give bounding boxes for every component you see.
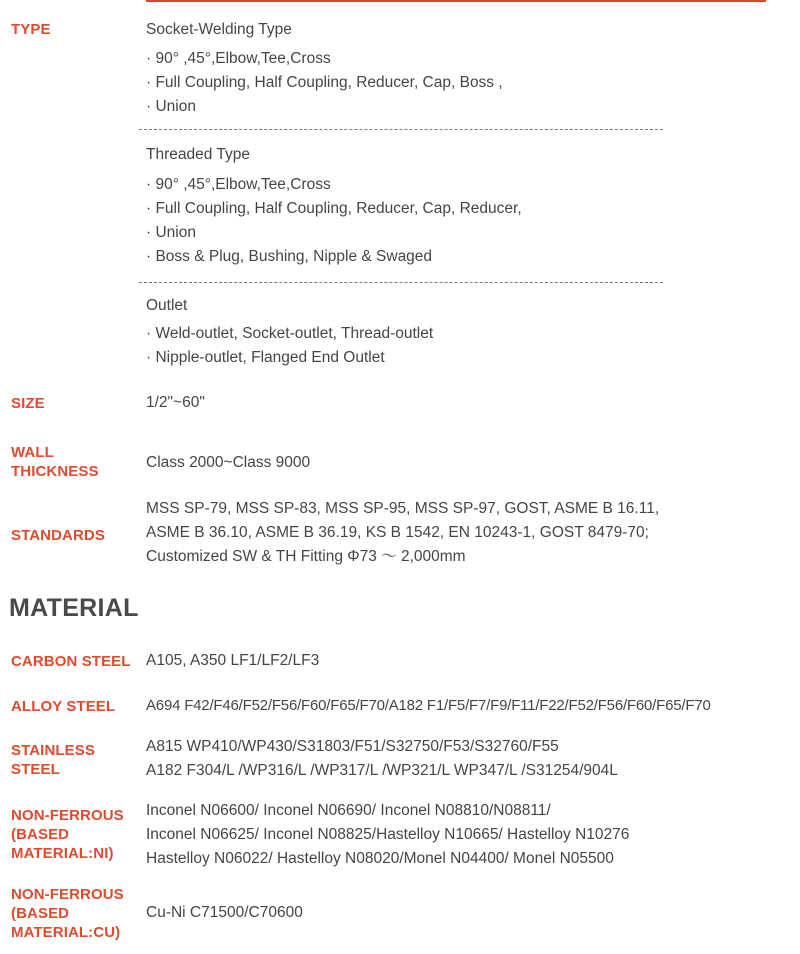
socket-welding-group: [146, 18, 503, 119]
wall-thickness-label: [11, 443, 99, 481]
material-line: A182 F304/L /WP316/L /WP317/L /WP321/L WP347/L /S31254/904L: [146, 762, 618, 779]
label-line: THICKNESS: [11, 463, 99, 480]
label-line: MATERIAL:CU): [11, 924, 121, 941]
label-line: CARBON STEEL: [11, 653, 131, 670]
group-item: · 90° ,45°,Elbow,Tee,Cross: [146, 50, 331, 67]
standards-label: STANDARDS: [11, 527, 105, 544]
stainless-steel-label: [11, 741, 95, 779]
material-line: A105, A350 LF1/LF2/LF3: [146, 652, 320, 669]
label-line: STEEL: [11, 761, 60, 778]
alloy-steel-label: [11, 697, 115, 716]
standards-line: MSS SP-79, MSS SP-83, MSS SP-95, MSS SP-97, GOST, ASME B 16.11,: [146, 500, 660, 517]
label-line: ALLOY STEEL: [11, 698, 116, 715]
material-line: Cu-Ni C71500/C70600: [146, 904, 303, 921]
group-item: · Boss & Plug, Bushing, Nipple & Swaged: [146, 248, 433, 265]
material-line: Hastelloy N06022/ Hastelloy N08020/Monel N04400/ Monel N05500: [146, 850, 614, 867]
label-line: NON-FERROUS: [11, 807, 124, 824]
stainless-steel-value: [146, 735, 618, 783]
size-label: SIZE: [11, 395, 45, 412]
top-accent-rule: [146, 0, 766, 2]
carbon-steel-label: [11, 652, 131, 671]
group-item: · Union: [146, 224, 196, 241]
standards-line: Customized SW & TH Fitting Φ73 ～ 2,000mm: [146, 548, 466, 565]
group-title: Socket-Welding Type: [146, 21, 292, 38]
non-ferrous-cu-label: [11, 885, 124, 942]
material-line: A694 F42/F46/F52/F56/F60/F65/F70/A182 F1/F5/F7/F9/F11/F22/F52/F56/F60/F65/F70: [146, 697, 711, 714]
group-item: · Union: [146, 98, 196, 115]
label-line: STAINLESS: [11, 742, 95, 759]
threaded-group: [146, 143, 522, 269]
label-line: (BASED: [11, 826, 70, 843]
material-line: Inconel N06600/ Inconel N06690/ Inconel N08810/N08811/: [146, 802, 551, 819]
outlet-group: [146, 294, 433, 370]
group-item: · Nipple-outlet, Flanged End Outlet: [146, 349, 385, 366]
material-line: Inconel N06625/ Inconel N08825/Hastelloy N10665/ Hastelloy N10276: [146, 826, 630, 843]
type-label: TYPE: [11, 21, 51, 38]
non-ferrous-ni-label: [11, 806, 124, 863]
group-item: · 90° ,45°,Elbow,Tee,Cross: [146, 176, 331, 193]
alloy-steel-value: [146, 694, 711, 718]
material-heading: MATERIAL: [9, 594, 139, 622]
label-line: NON-FERROUS: [11, 886, 124, 903]
label-line: WALL: [11, 444, 54, 461]
wall-thickness-value: Class 2000~Class 9000: [146, 454, 311, 471]
label-line: (BASED: [11, 905, 70, 922]
dashed-divider: [139, 282, 663, 283]
standards-value: [146, 497, 659, 569]
carbon-steel-value: [146, 649, 319, 673]
dashed-divider: [139, 129, 663, 130]
material-line: A815 WP410/WP430/S31803/F51/S32750/F53/S32760/F55: [146, 738, 559, 755]
group-title: Outlet: [146, 297, 188, 314]
group-item: · Full Coupling, Half Coupling, Reducer, Cap, Boss ,: [146, 74, 503, 91]
group-item: · Full Coupling, Half Coupling, Reducer, Cap, Reducer,: [146, 200, 522, 217]
label-line: MATERIAL:NI): [11, 845, 114, 862]
non-ferrous-cu-value: [146, 901, 303, 925]
non-ferrous-ni-value: [146, 799, 629, 871]
standards-line: ASME B 36.10, ASME B 36.19, KS B 1542, EN 10243-1, GOST 8479-70;: [146, 524, 649, 541]
size-value: 1/2"~60": [146, 394, 205, 411]
group-item: · Weld-outlet, Socket-outlet, Thread-outlet: [146, 325, 434, 342]
group-title: Threaded Type: [146, 146, 250, 163]
